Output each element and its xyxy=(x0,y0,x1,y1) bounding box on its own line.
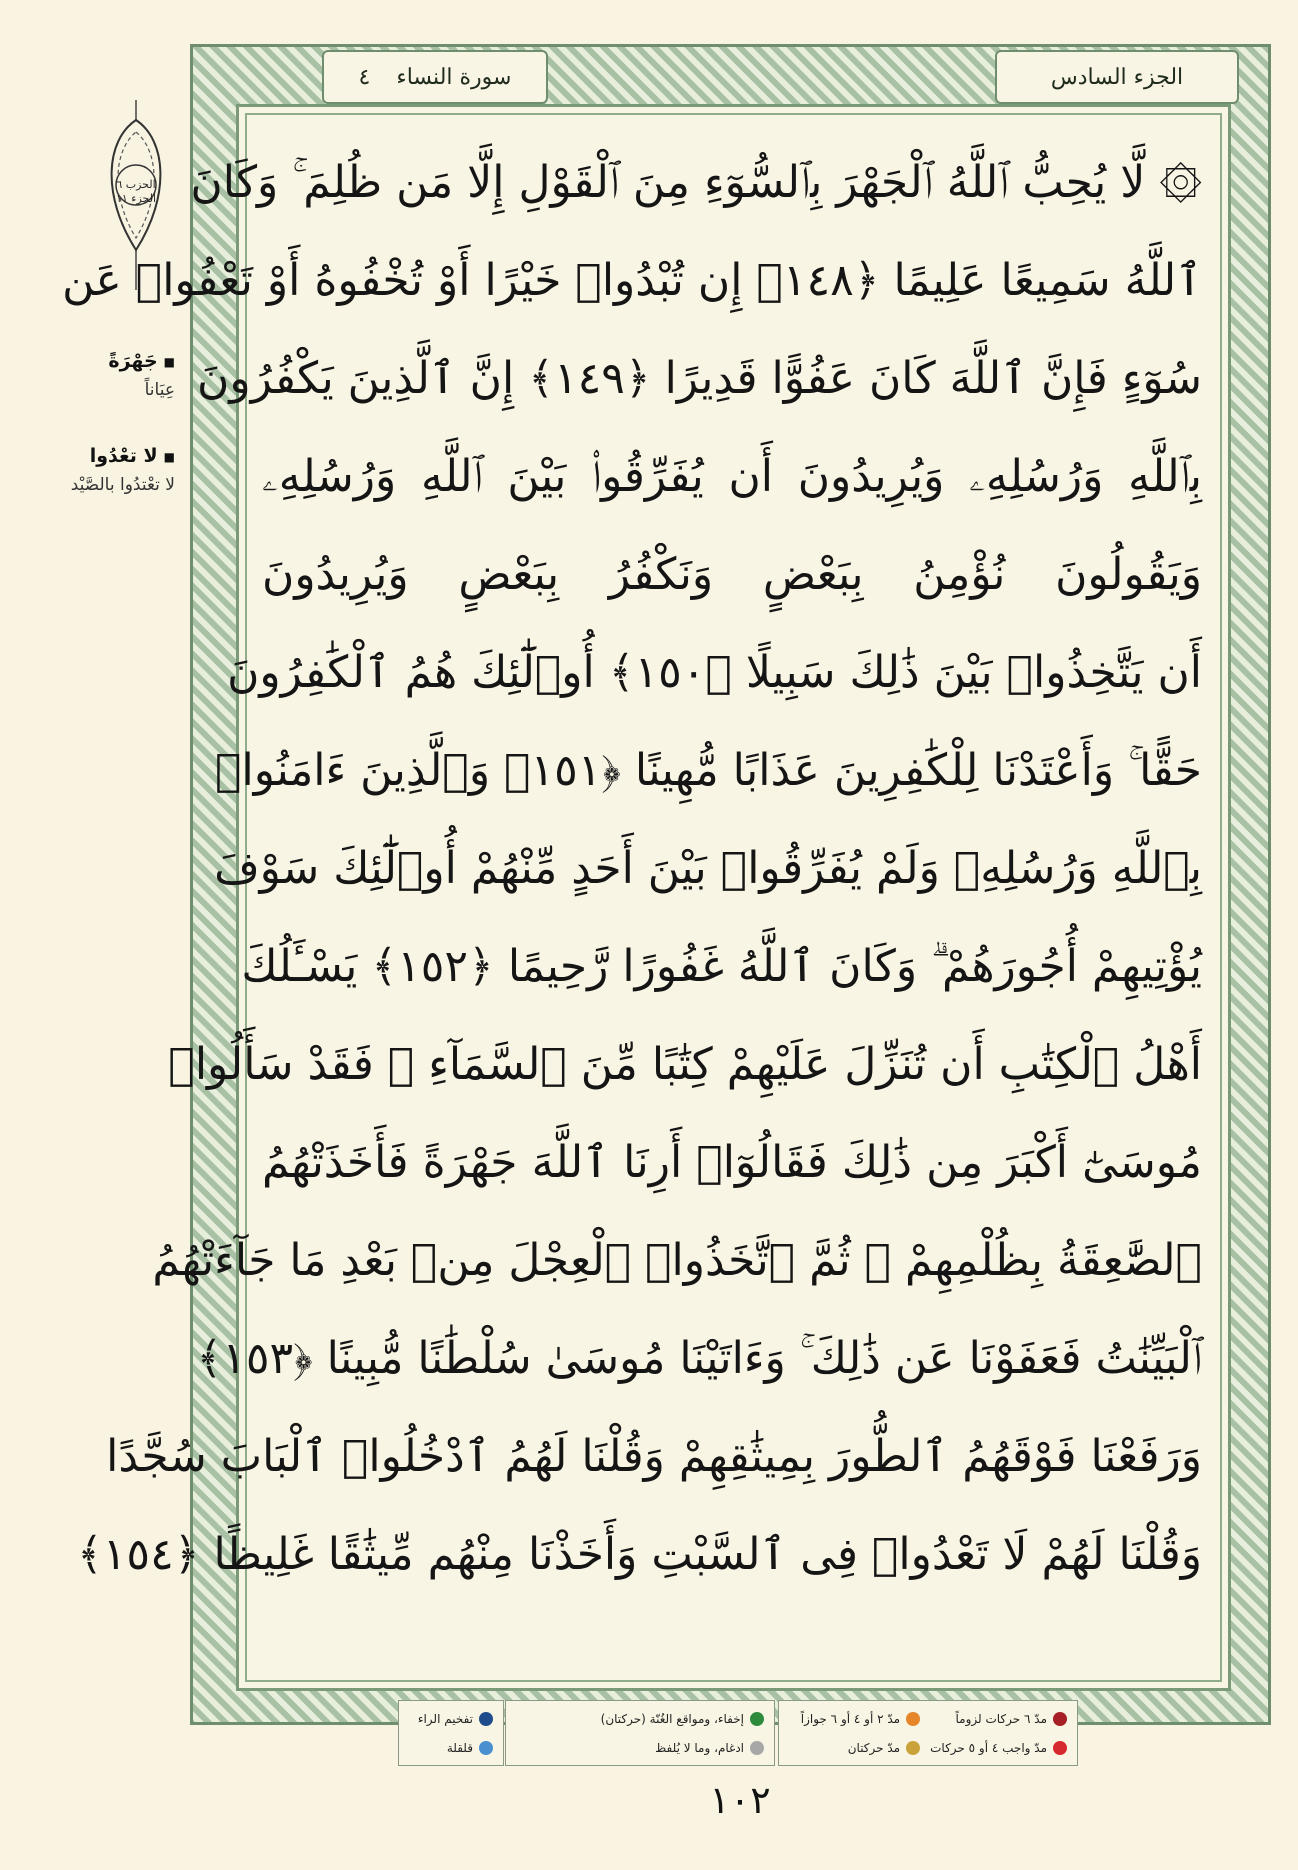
verse-line: وَقُلْنَا لَهُمْ لَا تَعْدُوا۟ فِى ٱلسَّبْتِ وَأَخَذْنَا مِنْهُم مِّيثَٰقًا غَلِيظًا ﴿١٥٤﴾ xyxy=(77,1529,1202,1580)
verse-line: بِٱللَّهِ وَرُسُلِهِۦ وَلَمْ يُفَرِّقُوا۟ بَيْنَ أَحَدٍ مِّنْهُمْ أُو۟لَٰٓئِكَ سَوْفَ xyxy=(214,843,1202,894)
legend-item xyxy=(409,1736,493,1759)
verse-line: أَن يَتَّخِذُوا۟ بَيْنَ ذَٰلِكَ سَبِيلًا ﴿١٥٠﴾ أُو۟لَٰٓئِكَ هُمُ ٱلْكَٰفِرُونَ xyxy=(227,647,1202,698)
color-dot-icon xyxy=(1053,1712,1067,1726)
tajweed-legend-ghunna xyxy=(505,1700,775,1766)
legend-label: تفخيم الراء xyxy=(417,1711,473,1726)
surah-number: ٤ xyxy=(358,64,371,90)
juz-header xyxy=(995,50,1239,104)
page-number: ١٠٢ xyxy=(709,1778,771,1822)
legend-label: مدّ ٢ أو ٤ أو ٦ جوازاً xyxy=(800,1711,901,1726)
surah-header xyxy=(322,50,548,104)
color-dot-icon xyxy=(479,1741,493,1755)
glossary-word: ■ جَهْرَةً xyxy=(20,350,175,372)
legend-item xyxy=(516,1736,764,1759)
tajweed-legend-ra xyxy=(398,1700,504,1766)
verse-line: بِٱللَّهِ وَرُسُلِهِۦ وَيُرِيدُونَ أَن يُفَرِّقُوا۟ بَيْنَ ٱللَّهِ وَرُسُلِهِۦ xyxy=(262,451,1202,502)
legend-item xyxy=(409,1707,493,1730)
verse-line: ۞ لَّا يُحِبُّ ٱللَّهُ ٱلْجَهْرَ بِٱلسُّوٓءِ مِنَ ٱلْقَوْلِ إِلَّا مَن ظُلِمَ ۚ وَكَانَ xyxy=(190,157,1202,208)
glossary-entry xyxy=(20,445,175,495)
legend-label: مدّ حركتان xyxy=(847,1740,901,1755)
tajweed-legend-madd xyxy=(778,1700,1078,1766)
juz-label: الجزء السادس xyxy=(1050,64,1184,90)
color-dot-icon xyxy=(1053,1741,1067,1755)
legend-label: إخفاء، ومواقع الغُنّة (حركتان) xyxy=(600,1711,744,1726)
legend-item xyxy=(930,1707,1067,1730)
hizb-marker xyxy=(106,178,166,206)
verse-line: وَيَقُولُونَ نُؤْمِنُ بِبَعْضٍ وَنَكْفُرُ بِبَعْضٍ وَيُرِيدُونَ xyxy=(262,549,1202,600)
glossary-entry xyxy=(20,350,175,400)
hizb-line: الحزب ٦ xyxy=(116,178,156,191)
legend-label: ادغام، وما لا يُلفظ xyxy=(655,1740,744,1755)
verse-line: ٱلْبَيِّنَٰتُ فَعَفَوْنَا عَن ذَٰلِكَ ۚ وَءَاتَيْنَا مُوسَىٰ سُلْطَٰنًا مُّبِينًا ﴿١٥٣﴾ xyxy=(196,1333,1202,1384)
verse-line: مُوسَىٰٓ أَكْبَرَ مِن ذَٰلِكَ فَقَالُوٓا۟ أَرِنَا ٱللَّهَ جَهْرَةً فَأَخَذَتْهُمُ xyxy=(262,1137,1202,1188)
legend-label: مدّ ٦ حركات لزوماً xyxy=(955,1711,1047,1726)
verse-line: ٱلصَّٰعِقَةُ بِظُلْمِهِمْ ۚ ثُمَّ ٱتَّخَذُوا۟ ٱلْعِجْلَ مِنۢ بَعْدِ مَا جَآءَتْهُمُ xyxy=(152,1235,1202,1286)
glossary-word: ■ لا تعْدُوا xyxy=(20,445,175,467)
legend-item xyxy=(930,1736,1067,1759)
legend-item xyxy=(516,1707,764,1730)
legend-label: مدّ واجب ٤ أو ٥ حركات xyxy=(930,1740,1047,1755)
verse-line: حَقًّا ۚ وَأَعْتَدْنَا لِلْكَٰفِرِينَ عَذَابًا مُّهِينًا ﴿١٥١﴾ وَٱلَّذِينَ ءَامَنُوا۟ xyxy=(215,745,1202,796)
glossary-meaning: لا تعْتدُوا بالصَّيْد xyxy=(70,475,175,495)
verse-line: وَرَفَعْنَا فَوْقَهُمُ ٱلطُّورَ بِمِيثَٰقِهِمْ وَقُلْنَا لَهُمُ ٱدْخُلُوا۟ ٱلْبَابَ سُجَّدًا xyxy=(106,1431,1202,1482)
color-dot-icon xyxy=(906,1712,920,1726)
color-dot-icon xyxy=(750,1712,764,1726)
juz-line: الجزء ١١ xyxy=(115,192,157,205)
verse-line: سُوٓءٍ فَإِنَّ ٱللَّهَ كَانَ عَفُوًّا قَدِيرًا ﴿١٤٩﴾ إِنَّ ٱلَّذِينَ يَكْفُرُونَ xyxy=(197,353,1202,404)
legend-item xyxy=(789,1707,920,1730)
color-dot-icon xyxy=(479,1712,493,1726)
color-dot-icon xyxy=(750,1741,764,1755)
legend-item xyxy=(789,1736,920,1759)
legend-label: قلقلة xyxy=(446,1740,473,1755)
verse-line: أَهْلُ ٱلْكِتَٰبِ أَن تُنَزِّلَ عَلَيْهِمْ كِتَٰبًا مِّنَ ٱلسَّمَآءِ ۚ فَقَدْ سَأَلُوا۟ xyxy=(168,1039,1202,1090)
verse-line: ٱللَّهُ سَمِيعًا عَلِيمًا ﴿١٤٨﴾ إِن تُبْدُوا۟ خَيْرًا أَوْ تُخْفُوهُ أَوْ تَعْفُوا۟ عَن xyxy=(62,255,1202,306)
surah-label: سورة النساء xyxy=(396,64,512,90)
verse-line: يُؤْتِيهِمْ أُجُورَهُمْ ۗ وَكَانَ ٱللَّهُ غَفُورًا رَّحِيمًا ﴿١٥٢﴾ يَسْـَٔلُكَ xyxy=(241,941,1202,992)
color-dot-icon xyxy=(906,1741,920,1755)
glossary-meaning: عِيَاناً xyxy=(144,380,175,400)
